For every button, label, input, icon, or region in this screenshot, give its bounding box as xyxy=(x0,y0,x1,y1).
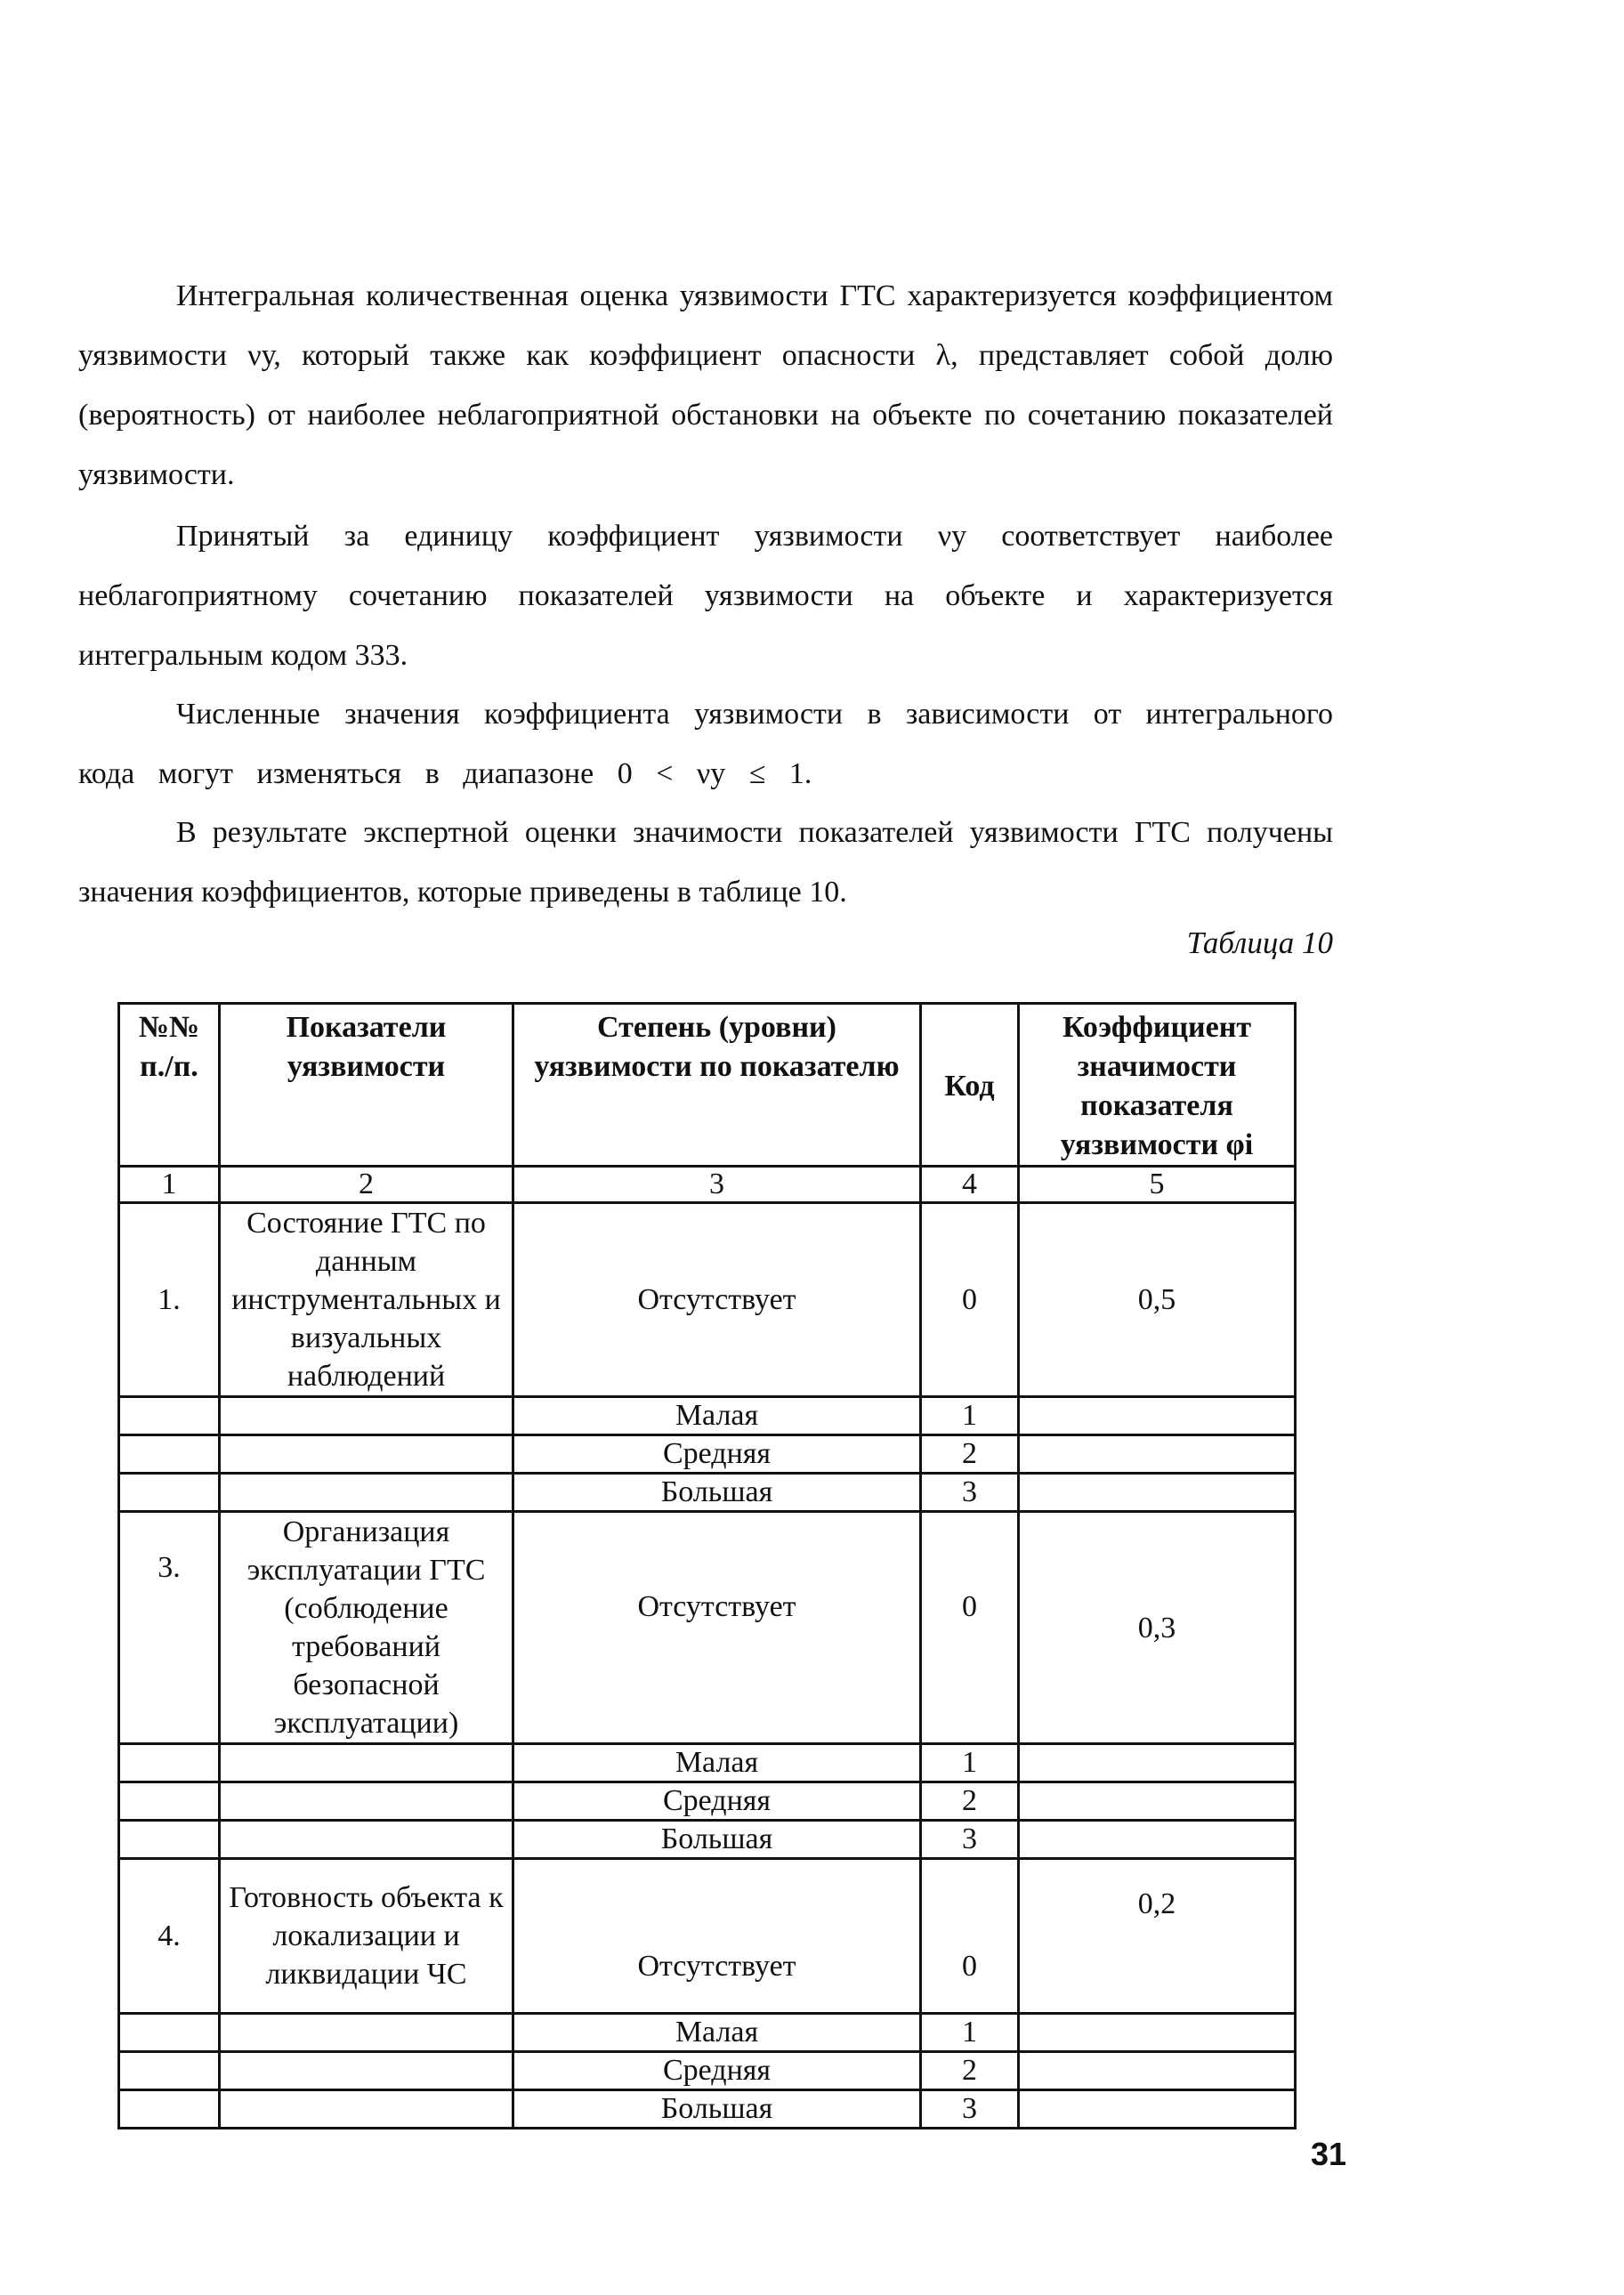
table-row xyxy=(119,1782,1296,1821)
table-row xyxy=(119,2090,1296,2129)
code-value: 1 xyxy=(921,1744,1019,1782)
level-value: Средняя xyxy=(513,1435,921,1474)
table-row xyxy=(119,1435,1296,1474)
header-coefficient: Коэффициент значимости показателя уязвимости φi xyxy=(1019,1004,1296,1167)
table-row xyxy=(119,1397,1296,1435)
table-row xyxy=(119,2052,1296,2090)
code-value: 0 xyxy=(921,1859,1019,2014)
column-number: 4 xyxy=(921,1167,1019,1203)
table-header-row xyxy=(119,1004,1296,1167)
code-value: 0 xyxy=(921,1512,1019,1744)
code-value: 2 xyxy=(921,2052,1019,2090)
coefficient-value: 0,2 xyxy=(1019,1859,1296,2014)
code-value: 0 xyxy=(921,1203,1019,1397)
level-value: Большая xyxy=(513,2090,921,2129)
table-row xyxy=(119,1203,1296,1397)
row-number: 1. xyxy=(119,1203,220,1397)
code-value: 3 xyxy=(921,1821,1019,1859)
level-value: Отсутствует xyxy=(513,1203,921,1397)
indicator-name: Организация эксплуатации ГТС (соблюдение требований безопасной эксплуатации) xyxy=(220,1512,513,1744)
header-code: Код xyxy=(921,1004,1019,1167)
code-value: 1 xyxy=(921,1397,1019,1435)
table-row xyxy=(119,1744,1296,1782)
table-row xyxy=(119,1821,1296,1859)
header-indicator: Показатели уязвимости xyxy=(220,1004,513,1167)
level-value: Большая xyxy=(513,1474,921,1512)
coefficient-value: 0,3 xyxy=(1019,1512,1296,1744)
row-number: 3. xyxy=(119,1512,220,1744)
table-row xyxy=(119,1512,1296,1744)
indicator-name: Готовность объекта к локализации и ликвидации ЧС xyxy=(220,1859,513,2014)
paragraph-expert-assessment: В результате экспертной оценки значимости показателей уязвимости ГТС получены значения коэффициентов, которые приведены в таблице 10. xyxy=(78,816,1333,909)
indicator-name: Состояние ГТС по данным инструментальных и визуальных наблюдений xyxy=(220,1203,513,1397)
table-row xyxy=(119,2014,1296,2052)
column-number: 3 xyxy=(513,1167,921,1203)
header-level: Степень (уровни) уязвимости по показателю xyxy=(513,1004,921,1167)
column-number: 1 xyxy=(119,1167,220,1203)
code-value: 3 xyxy=(921,1474,1019,1512)
paragraph-unit-coefficient: Принятый за единицу коэффициент уязвимости νу соответствует наиболее неблагоприятному сочетанию показателей уязвимости на объекте и характеризуется интегральным кодом 333. xyxy=(78,520,1333,672)
coefficient-value: 0,5 xyxy=(1019,1203,1296,1397)
column-number-row xyxy=(119,1167,1296,1203)
row-number: 4. xyxy=(119,1859,220,2014)
column-number: 5 xyxy=(1019,1167,1296,1203)
table-row xyxy=(119,1859,1296,2014)
code-value: 2 xyxy=(921,1782,1019,1821)
code-value: 3 xyxy=(921,2090,1019,2129)
table-row xyxy=(119,1474,1296,1512)
level-value: Малая xyxy=(513,2014,921,2052)
paragraph-integral-assessment: Интегральная количественная оценка уязвимости ГТС характеризуется коэффициентом уязвимости νу, который также как коэффициент опасности λ, представляет собой долю (вероятность) от наиболее неблагоприятной обстановки на объекте по сочетанию показателей уязвимости. xyxy=(78,279,1333,491)
level-value: Отсутствует xyxy=(513,1859,921,2014)
level-value: Малая xyxy=(513,1397,921,1435)
vulnerability-table xyxy=(117,1002,1297,2129)
level-value: Средняя xyxy=(513,2052,921,2090)
paragraph-value-range: Численные значения коэффициента уязвимости в зависимости от интегрального кода могут изменяться в диапазоне 0 < νу ≤ 1. xyxy=(78,698,1333,790)
page-number: 31 xyxy=(1310,2136,1346,2172)
code-value: 1 xyxy=(921,2014,1019,2052)
level-value: Большая xyxy=(513,1821,921,1859)
column-number: 2 xyxy=(220,1167,513,1203)
table-caption: Таблица 10 xyxy=(1186,925,1333,960)
level-value: Отсутствует xyxy=(513,1512,921,1744)
level-value: Средняя xyxy=(513,1782,921,1821)
header-number: №№ п./п. xyxy=(119,1004,220,1167)
code-value: 2 xyxy=(921,1435,1019,1474)
level-value: Малая xyxy=(513,1744,921,1782)
